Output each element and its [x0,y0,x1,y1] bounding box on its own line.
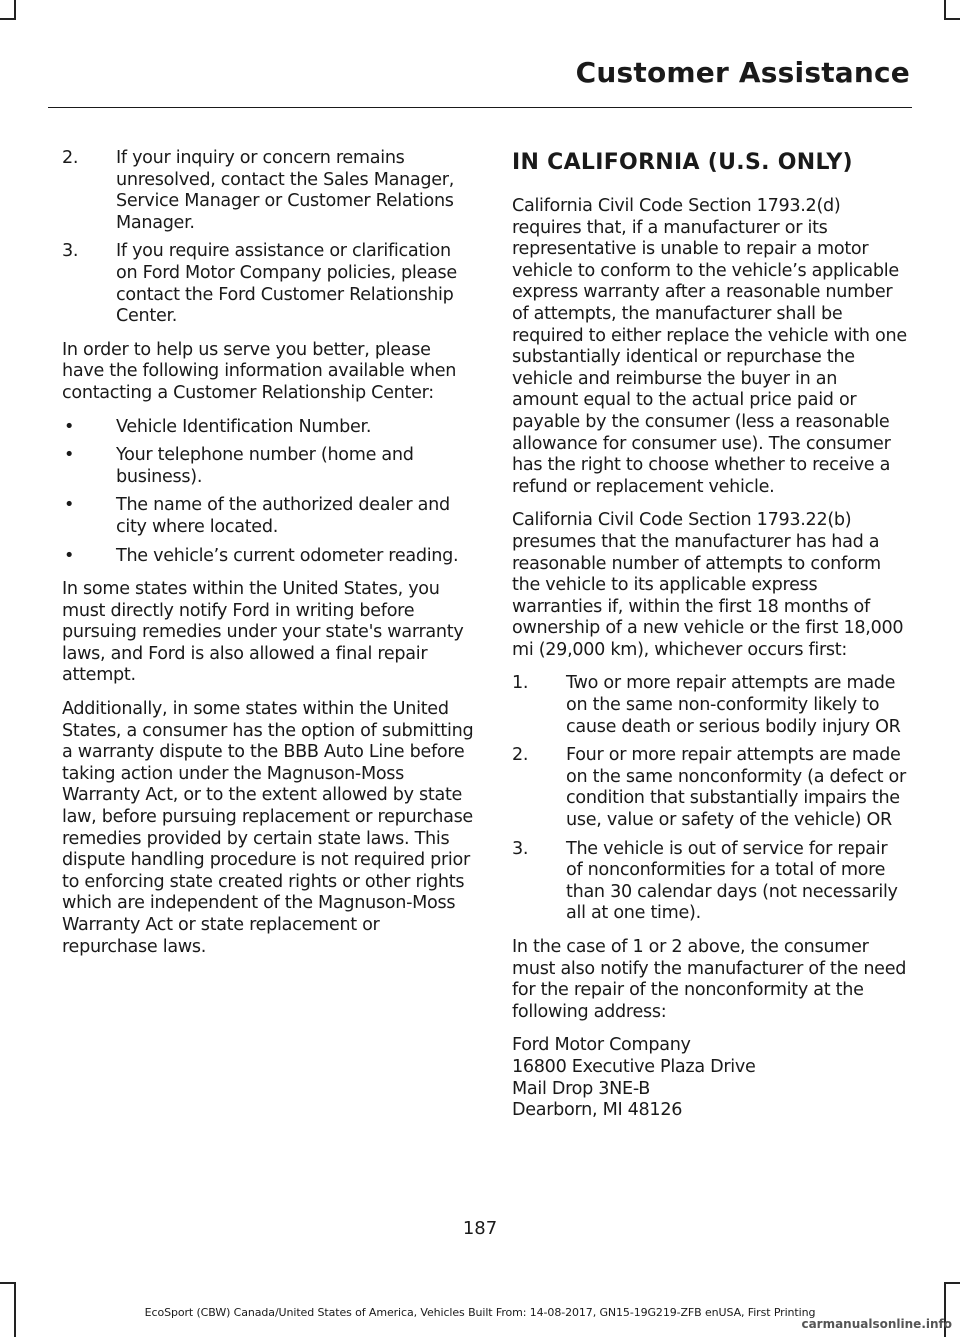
bullet-item [62,546,474,568]
address-line: Ford Motor Company [512,1035,691,1056]
crop-mark-bottom-right-h [944,1282,960,1284]
list-item [512,673,908,738]
list-item-text: Two or more repair attempts are made on the same non-conformity likely to cause death or serious bodily injury OR [566,673,901,737]
bullet-item [62,445,474,488]
watermark: carmanualsonline.info [801,1317,952,1331]
address-line: Dearborn, MI 48126 [512,1100,683,1121]
right-column [512,148,908,1122]
california-paragraph-1: California Civil Code Section 1793.2(d) requires that, if a manufacturer or its representative is unable to repair a motor vehicle to conform to the vehicle’s applicable express warranty after a reasonable number of attempts, the manufacturer shall be required to either replace the vehicle with one substantially identical or repurchase the vehicle and reimburse the buyer in an amount equal to the actual price paid or payable by the consumer (less a reasonable allowance for consumer use). The consumer has the right to choose whether to receive a refund or replacement vehicle. [512,196,907,497]
list-item-text: If your inquiry or concern remains unresolved, contact the Sales Manager, Service Manager or Customer Relations Manager. [116,148,455,233]
list-item-text: If you require assistance or clarification on Ford Motor Company policies, please contact the Ford Customer Relationship Center. [116,241,457,327]
list-item [62,241,474,327]
address-line: 16800 Executive Plaza Drive [512,1056,756,1077]
crop-mark-bottom-left-h [0,1282,16,1284]
list-marker: 1. [512,673,529,694]
intro-paragraph: In order to help us serve you better, please have the following information available when contacting a Customer Relationship Center: [62,339,457,403]
list-item [512,839,908,925]
crop-mark-top-right-h [944,18,960,20]
list-marker: 2. [62,148,79,168]
page-number: 187 [462,1218,498,1239]
numbered-list-left [62,148,474,328]
list-item [62,148,474,234]
bullet-icon: • [64,416,75,437]
list-item [512,745,908,831]
section-heading: IN CALIFORNIA (U.S. ONLY) [512,150,853,175]
bullet-text: The name of the authorized dealer and city where located. [116,495,450,537]
crop-mark-top-right [944,0,946,20]
crop-mark-top-left [14,0,16,20]
left-column [62,148,474,970]
crop-mark-top-left-h [0,18,16,20]
bullet-text: Your telephone number (home and business). [116,445,414,487]
footer-text: EcoSport (CBW) Canada/United States of America, Vehicles Built From: 14-08-2017, GN15-19G219-ZFB enUSA, First Printing [144,1306,816,1319]
numbered-list-right [512,673,908,925]
list-marker: 3. [62,241,79,262]
bullet-item [62,495,474,538]
page-header-title: Customer Assistance [575,56,910,89]
bullet-icon: • [64,495,75,516]
address-line: Mail Drop 3NE-B [512,1078,651,1099]
list-item-text: The vehicle is out of service for repair of nonconformities for a total of more than 30 calendar days (not necessarily all at one time). [566,838,898,924]
bullet-list [62,417,474,568]
additionally-paragraph: Additionally, in some states within the United States, a consumer has the option of submitting a warranty dispute to the BBB Auto Line before taking action under the Magnuson-Moss Warranty Act, or to the extent allowed by state law, before pursuing replacement or repurchase remedies provided by certain state laws. This dispute handling procedure is not required prior to enforcing state created rights or other rights which are independent of the Magnuson-Moss Warranty Act or state replacement or repurchase laws. [62,699,474,957]
bullet-icon: • [64,545,75,566]
california-paragraph-2: California Civil Code Section 1793.22(b) presumes that the manufacturer has had a reasonable number of attempts to conform the vehicle to its applicable express warranties if, within the first 18 months of ownership of a new vehicle or the first 18,000 mi (29,000 km), whichever occurs first: [512,510,904,660]
california-paragraph-3: In the case of 1 or 2 above, the consumer must also notify the manufacturer of the need for the repair of the nonconformity at the following address: [512,937,907,1022]
list-marker: 3. [512,838,529,859]
mailing-address [512,1035,908,1121]
bullet-text: Vehicle Identification Number. [116,416,372,437]
states-paragraph: In some states within the United States, you must directly notify Ford in writing before pursuing remedies under your state's warranty laws, and Ford is also allowed a final repair attempt. [62,579,464,686]
list-marker: 2. [512,745,529,766]
list-item-text: Four or more repair attempts are made on the same nonconformity (a defect or condition that substantially impairs the use, value or safety of the vehicle) OR [566,745,906,831]
header-divider [48,107,912,108]
bullet-text: The vehicle’s current odometer reading. [116,545,459,566]
bullet-item [62,417,474,439]
bullet-icon: • [64,445,75,466]
